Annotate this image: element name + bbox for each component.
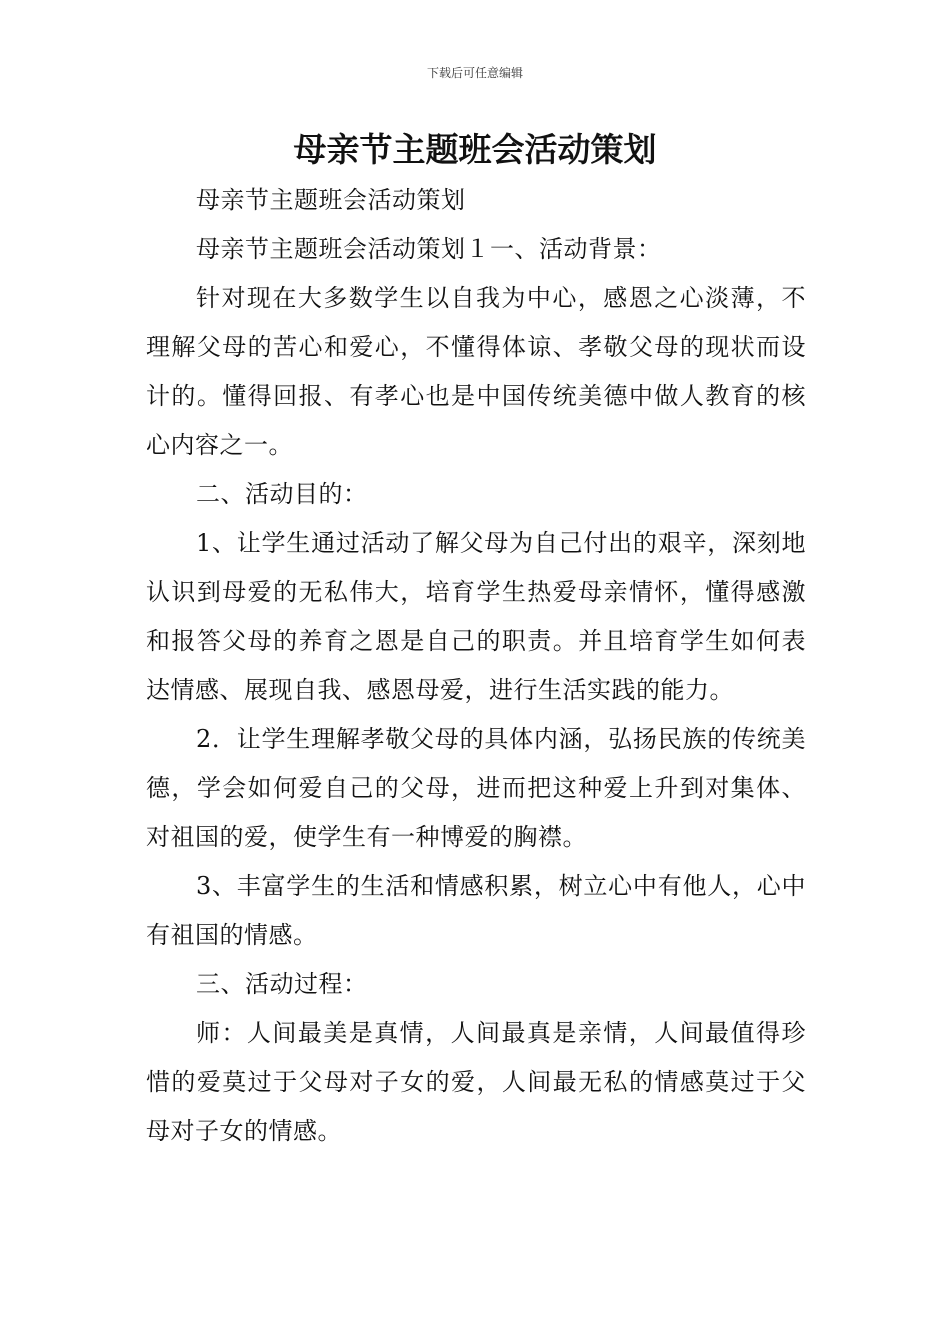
paragraph-section-process-heading: 三、活动过程： bbox=[196, 970, 368, 998]
paragraph-background: 针对现在大多数学生以自我为中心，感恩之心淡薄，不理解父母的苦心和爱心，不懂得体谅、孝敬父母的现状而设计的。懂得回报、有孝心也是中国传统美德中做人教育的核心内容之一。 bbox=[146, 284, 806, 459]
paragraph-goal-3: 3、丰富学生的生活和情感积累，树立心中有他人，心中有祖国的情感。 bbox=[146, 872, 806, 949]
paragraph-section-goals-heading: 二、活动目的： bbox=[196, 480, 368, 508]
paragraph-subtitle: 母亲节主题班会活动策划 bbox=[196, 186, 466, 214]
document-body bbox=[146, 176, 806, 1156]
document-title: 母亲节主题班会活动策划 bbox=[293, 130, 657, 169]
paragraph-goal-2: 2．让学生理解孝敬父母的具体内涵，弘扬民族的传统美德，学会如何爱自己的父母，进而把这种爱上升到对集体、对祖国的爱，使学生有一种博爱的胸襟。 bbox=[146, 725, 806, 851]
header-note: 下载后可任意编辑 bbox=[426, 66, 523, 80]
paragraph-goal-1: 1、让学生通过活动了解父母为自己付出的艰辛，深刻地认识到母爱的无私伟大，培育学生热爱母亲情怀，懂得感激和报答父母的养育之恩是自己的职责。并且培育学生如何表达情感、展现自我、感恩母爱，进行生活实践的能力。 bbox=[146, 529, 806, 704]
paragraph-teacher-speech: 师：人间最美是真情，人间最真是亲情，人间最值得珍惜的爱莫过于父母对子女的爱，人间最无私的情感莫过于父母对子女的情感。 bbox=[146, 1019, 806, 1145]
paragraph-section-background-heading: 母亲节主题班会活动策划１一、活动背景： bbox=[196, 235, 662, 263]
